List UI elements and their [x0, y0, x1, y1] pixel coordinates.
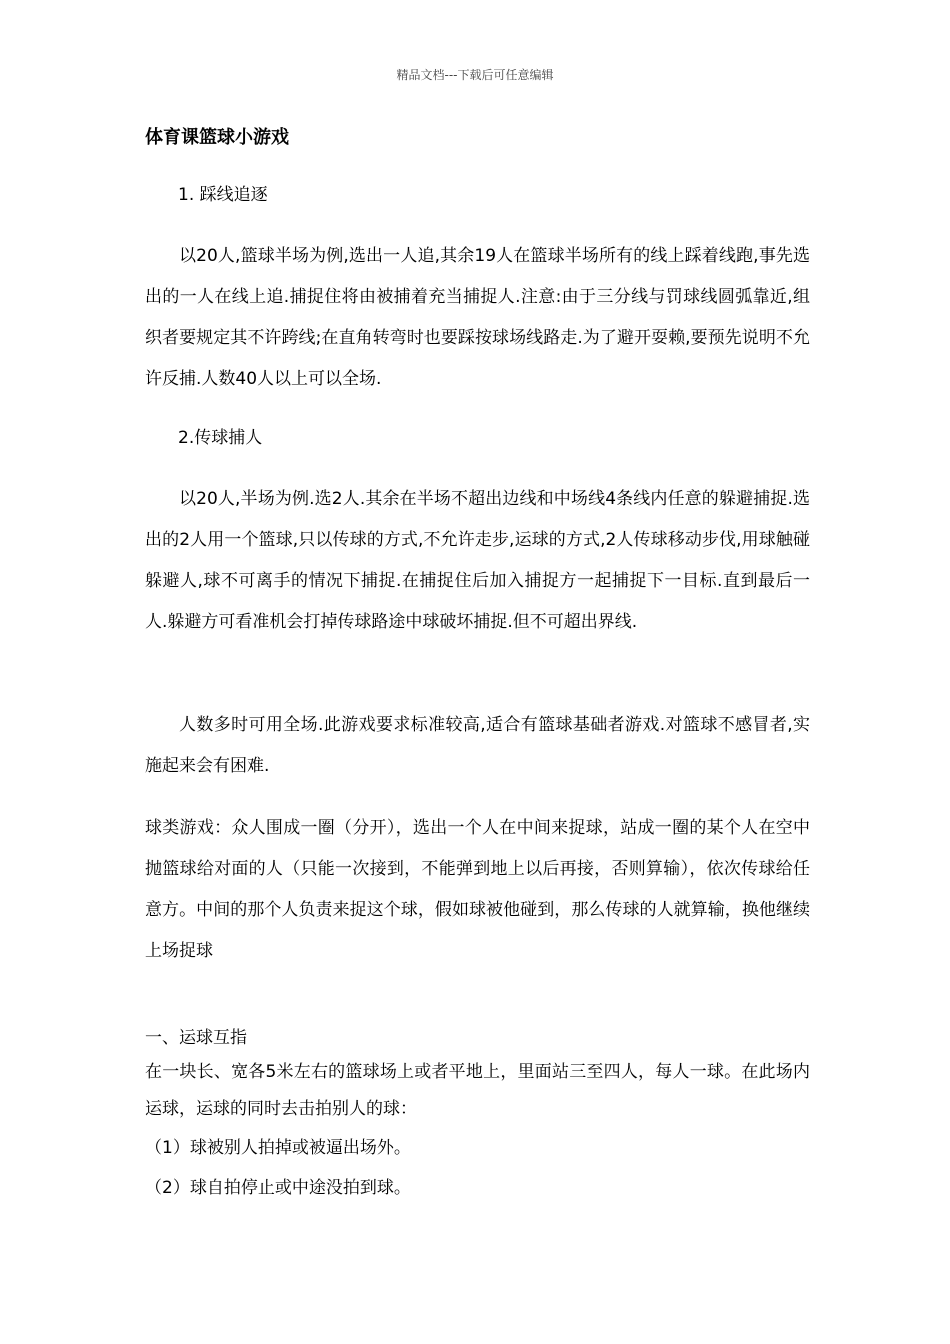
list-item: （2）球自拍停止或中途没拍到球。 [145, 1178, 411, 1198]
section1-heading: 1. 踩线追逐 [178, 185, 268, 205]
section2-paragraph1: 以20人,半场为例.选2人.其余在半场不超出边线和中场线4条线内任意的躲避捕捉.选出的2人用一个篮球,只以传球的方式,不允许走步,运球的方式,2人传球移动步伐,用球触碰躲避人,球不可离手的情况下捕捉.在捕捉住后加入捕捉方一起捕捉下一目标.直到最后一人.躲避方可看准机会打掉传球路途中球破坏捕捉.但不可超出界线. [145, 489, 810, 632]
section3-paragraph: 在一块长、宽各5米左右的篮球场上或者平地上，里面站三至四人，每人一球。在此场内运球，运球的同时去击拍别人的球： [145, 1062, 810, 1119]
ball-games-paragraph: 球类游戏：众人围成一圈（分开），选出一个人在中间来捉球，站成一圈的某个人在空中抛篮球给对面的人（只能一次接到，不能弹到地上以后再接，否则算输），依次传球给任意方。中间的那个人负责来捉这个球，假如球被他碰到，那么传球的人就算输，换他继续上场捉球 [145, 818, 810, 961]
page-header: 精品文档---下载后可任意编辑 [396, 68, 554, 82]
document-title: 体育课篮球小游戏 [145, 127, 289, 148]
section2-paragraph2: 人数多时可用全场.此游戏要求标准较高,适合有篮球基础者游戏.对篮球不感冒者,实施起来会有困难. [145, 715, 810, 776]
list-item: （1）球被别人拍掉或被逼出场外。 [145, 1138, 411, 1158]
section3-heading: 一、运球互指 [145, 1028, 247, 1048]
section1-paragraph: 以20人,篮球半场为例,选出一人追,其余19人在篮球半场所有的线上踩着线跑,事先选出的一人在线上追.捕捉住将由被捕着充当捕捉人.注意:由于三分线与罚球线圆弧靠近,组织者要规定其不许跨线;在直角转弯时也要踩按球场线路走.为了避开耍赖,要预先说明不允许反捕.人数40人以上可以全场. [145, 246, 810, 389]
section2-heading: 2.传球捕人 [178, 428, 263, 448]
